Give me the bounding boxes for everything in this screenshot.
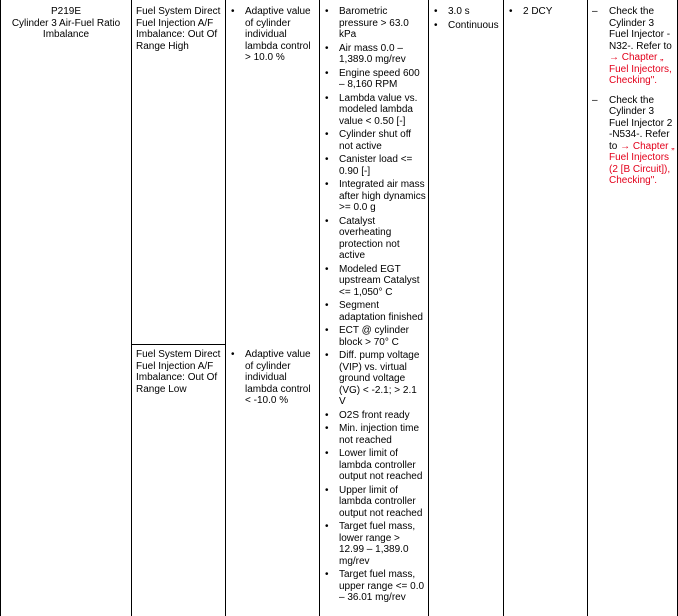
dtc-code: P219E (50, 6, 82, 17)
enable-condition-item (320, 485, 426, 520)
bullet-icon: • (325, 484, 329, 496)
enable-condition-item (320, 43, 426, 66)
bullet-icon: • (231, 349, 235, 360)
dtc-cell (4, 6, 128, 41)
enable-condition-item (320, 521, 426, 567)
enable-condition-item (320, 6, 426, 41)
enable-condition-item (320, 300, 426, 323)
condition-text: Adaptive value of cylinder individual lambda control > 10.0 % (245, 6, 311, 63)
repair-actions (588, 6, 676, 195)
chapter-link[interactable]: → Chapter „ Fuel Injectors, Checking". (609, 52, 672, 86)
mil-illumination (504, 6, 586, 20)
fault-condition-high (226, 6, 318, 66)
enable-condition-text: Air mass 0.0 – 1,389.0 mg/rev (339, 42, 406, 65)
fault-condition-low (226, 349, 318, 409)
row-divider (131, 344, 226, 345)
bullet-icon: • (325, 423, 329, 434)
action-item (588, 95, 676, 187)
enable-conditions (320, 6, 426, 606)
enable-condition-text: Catalyst overheating protection not active (339, 215, 400, 261)
list-item (429, 6, 501, 18)
bullet-icon: • (325, 521, 329, 532)
enable-condition-item (320, 154, 426, 177)
enable-condition-item (320, 216, 426, 262)
list-item (226, 6, 318, 64)
bullet-icon: • (325, 129, 329, 140)
enable-condition-text: Segment adaptation finished (339, 300, 423, 323)
dtc-description: Cylinder 3 Air-Fuel Ratio Imbalance (11, 17, 121, 40)
bullet-icon: • (325, 350, 329, 361)
enable-condition-item (320, 264, 426, 299)
chapter-link[interactable]: → Chapter „ Fuel Injectors (2 [B Circuit]), Checking". (609, 140, 675, 186)
table-border-left (0, 0, 1, 616)
dash-icon: – (592, 94, 598, 106)
column-divider (428, 0, 429, 616)
bullet-icon: • (325, 263, 329, 275)
action-item (588, 6, 676, 87)
list-item (226, 349, 318, 407)
time-required (429, 6, 501, 33)
condition-text: Adaptive value of cylinder individual lambda control < -10.0 % (245, 349, 311, 406)
enable-condition-text: Modeled EGT upstream Catalyst <= 1,050° C (339, 263, 420, 298)
bullet-icon: • (325, 42, 329, 54)
enable-condition-item (320, 68, 426, 91)
bullet-icon: • (325, 215, 329, 227)
enable-condition-text: Cylinder shut off not active (339, 129, 412, 152)
enable-condition-item (320, 129, 426, 152)
enable-condition-item (320, 93, 426, 128)
time-value: Continuous (448, 19, 499, 31)
enable-condition-text: Barometric pressure > 63.0 kPa (339, 6, 409, 40)
enable-condition-item (320, 423, 426, 446)
dash-icon: – (592, 6, 598, 17)
enable-condition-item (320, 179, 426, 214)
bullet-icon: • (325, 67, 329, 79)
enable-condition-text: Engine speed 600 – 8,160 RPM (339, 67, 420, 90)
enable-condition-item (320, 350, 426, 408)
bullet-icon: • (434, 19, 438, 31)
list-item (429, 20, 501, 32)
enable-condition-text: O2S front ready (339, 409, 410, 421)
bullet-icon: • (325, 448, 329, 459)
enable-condition-text: ECT @ cylinder block > 70° C (339, 325, 409, 348)
mil-value: 2 DCY (523, 6, 553, 17)
enable-condition-text: Target fuel mass, upper range <= 0.0 – 36.01 mg/rev (339, 569, 425, 603)
bullet-icon: • (325, 409, 329, 421)
enable-condition-item (320, 448, 426, 483)
enable-condition-text: Upper limit of lambda controller output not reached (339, 484, 423, 519)
bullet-icon: • (434, 6, 438, 17)
enable-condition-text: Target fuel mass, lower range > 12.99 – 1,389.0 mg/rev (339, 521, 416, 567)
bullet-icon: • (231, 6, 235, 17)
enable-condition-item (320, 325, 426, 348)
enable-condition-text: Min. injection time not reached (339, 423, 420, 446)
bullet-icon: • (325, 325, 329, 336)
list-item (504, 6, 586, 18)
enable-condition-item (320, 410, 426, 422)
column-divider (131, 0, 132, 616)
enable-condition-text: Canister load <= 0.90 [-] (339, 154, 413, 177)
column-divider (225, 0, 226, 616)
bullet-icon: • (325, 300, 329, 311)
bullet-icon: • (325, 154, 329, 165)
fault-name-low: Fuel System Direct Fuel Injection A/F Imbalance: Out Of Range Low (136, 349, 221, 395)
bullet-icon: • (325, 569, 329, 580)
enable-condition-text: Integrated air mass after high dynamics >= 0.0 g (339, 179, 426, 213)
column-divider (503, 0, 504, 616)
bullet-icon: • (509, 6, 513, 17)
enable-condition-text: Lambda value vs. modeled lambda value < 0.50 [-] (339, 92, 418, 127)
enable-condition-text: Lower limit of lambda controller output not reached (339, 448, 423, 482)
time-value: 3.0 s (448, 6, 470, 17)
enable-condition-item (320, 569, 426, 604)
fault-name-high: Fuel System Direct Fuel Injection A/F Imbalance: Out Of Range High (136, 6, 221, 52)
bullet-icon: • (325, 6, 329, 17)
bullet-icon: • (325, 179, 329, 190)
enable-condition-text: Diff. pump voltage (VIP) vs. virtual ground voltage (VG) < -2.1; > 2.1 V (339, 350, 420, 407)
bullet-icon: • (325, 92, 329, 104)
action-text: Check the Cylinder 3 Fuel Injector -N32-. Refer to (609, 6, 672, 52)
action-text: Check the Cylinder 3 Fuel Injector 2 -N534-. Refer to (609, 94, 673, 152)
